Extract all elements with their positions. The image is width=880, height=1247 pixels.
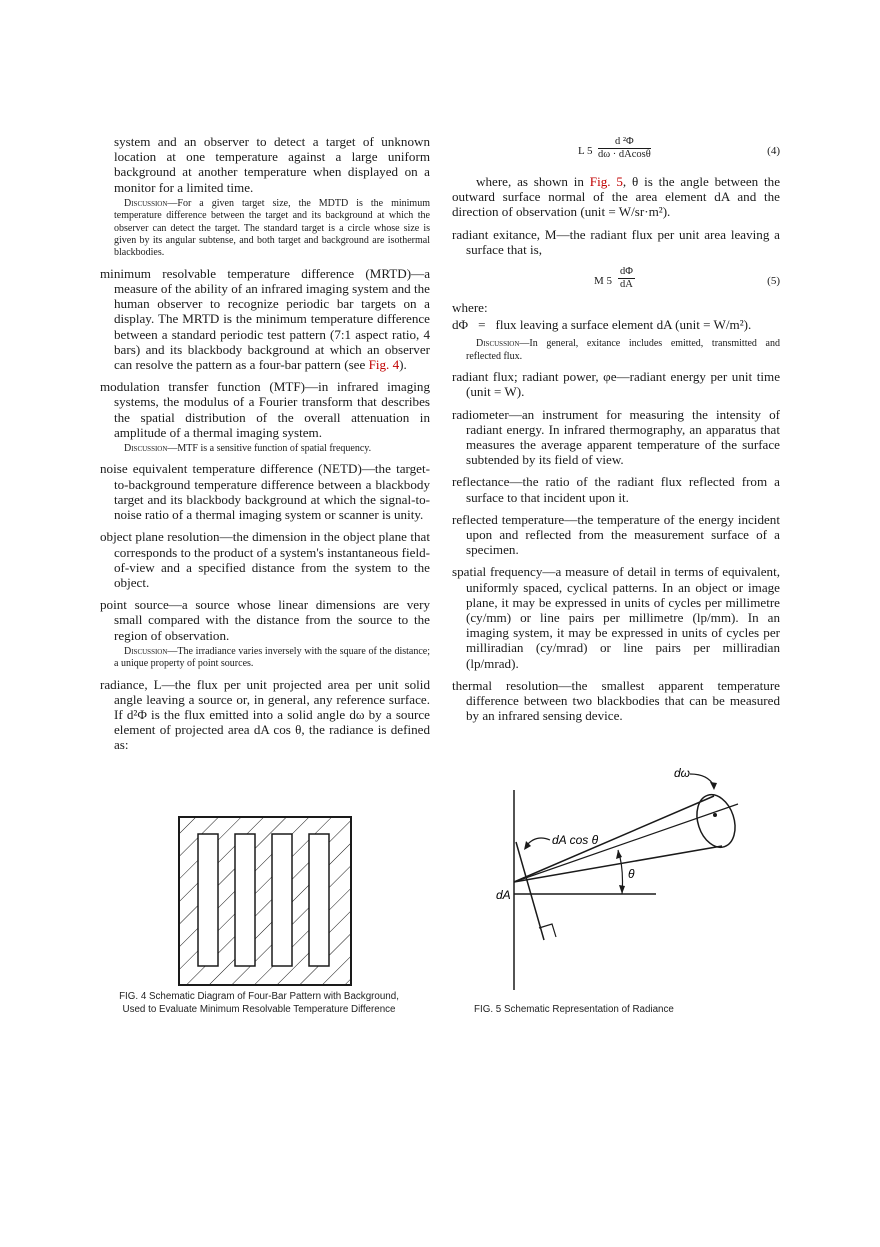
point-source-discussion: Discussion—The irradiance varies inversely with the square of the distance; a unique property of point sources. [114,645,430,670]
label-dacos-theta: dA cos θ [552,833,599,847]
where-row [452,317,780,332]
term-spatial-frequency: spatial frequency—a measure of detail in terms of equivalent, uniformly spaced, cyclical patterns. In an object or image plane, it may be expressed in units of cycles per millimetre (cy/mm) or line pairs per millimetre (lp/mm). In an imaging system, it may be expressed in units of cycles per milliradian (cy/mrad) or line pairs per milliradian (lp/mrad). [452,564,781,671]
equation-5-number: (5) [767,275,780,288]
term-object-plane-resolution: object plane resolution—the dimension in the object plane that corresponds to the product of a system's instantaneous field-of-view and a specified distance from the system to the object. [100,529,431,590]
equation-5 [452,264,780,298]
right-column [452,134,780,731]
left-column [100,134,430,760]
view-direction-line [514,804,738,882]
label-da: dA [496,888,511,902]
fig4-link[interactable]: Fig. 4 [368,357,400,373]
intro-continuation: system and an observer to detect a target of unknown location at one temperature against a large uniform background at another temperature when displayed on a monitor for a limited time. [114,134,430,195]
where-symbol: dΦ [452,317,469,333]
equation-4-fraction: $\frac{\text{d ²Φ}}{d\omega \cdot dAcos\theta}$ [598,136,651,160]
figure-4-four-bar-pattern [176,814,354,988]
bar-1 [198,834,218,966]
term-reflectance: reflectance—the ratio of the radiant flux reflected from a surface to that incident upon it. [452,474,780,505]
equation-4 [452,134,780,168]
theta-arrowhead-bottom [619,885,625,894]
bar-2 [235,834,255,966]
term-radiance: radiance, L—the flux per unit projected area per unit solid angle leaving a source or, in general, any reference surface. If d²Φ is the flux emitted into a solid angle dω by a source element of projected area dA cos θ, the radiance is defined as: [100,676,430,753]
figure-5-caption: FIG. 5 Schematic Representation of Radiance [474,1004,674,1015]
term-radiant-exitance: radiant exitance, M—the radiant flux per unit area leaving a surface that is, [452,226,780,257]
domega-arrowhead [710,782,717,790]
projected-area-line [516,842,544,940]
where-text: flux leaving a surface element dA (unit = W/m²). [495,317,752,333]
intro-discussion: Discussion—For a given target size, the MDTD is the minimum temperature difference between the target and its background at which the observer can detect the target. The standard target is a circle whose size is given by its angular subtense, and both target and background are isothermal blackbodies. [114,197,430,259]
term-radiant-flux: radiant flux; radiant power, φe—radiant energy per unit time (unit = W). [452,369,780,400]
equation-5-lhs: M 5 [594,275,613,288]
where-equals: = [478,317,486,333]
exitance-discussion: Discussion—In general, exitance includes emitted, transmitted and reflected flux. [466,338,780,362]
bar-3 [272,834,292,966]
where-label: where: [452,300,488,316]
bar-4 [309,834,329,966]
figure-5-radiance-diagram [486,760,756,995]
equation-4-lhs: L 5 [578,145,593,157]
equation-5-fraction: $\frac{d\Phi}{dA}$ [620,266,633,291]
fig5-link[interactable]: Fig. 5 [589,174,623,189]
term-radiometer: radiometer—an instrument for measuring the intensity of radiant energy. In infrared thermography, an apparatus that measures the average apparent temperature of the surface subtended by its field of view. [452,406,780,468]
cone-upper-line [514,796,714,882]
label-theta: θ [628,867,635,881]
label-domega: dω [674,766,691,780]
domega-pointer [690,774,714,786]
term-netd: noise equivalent temperature difference (NETD)—the target-to-background temperature difference between a blackbody target and its blackbody background at which the signal-to-noise ratio of a thermal imaging system or scanner is unity. [100,461,430,523]
figure-4-caption: FIG. 4 Schematic Diagram of Four-Bar Pattern with Background, Used to Evaluate Minimum Resolvable Temperature Difference [119,991,399,1015]
term-thermal-resolution: thermal resolution—the smallest apparent temperature difference between two blackbodies that can be measured by an infrared sensing device. [452,677,780,724]
term-mtf: modulation transfer function (MTF)—in infrared imaging systems, the modulus of a Fourier transform that describes the spatial distribution of the overall attenuation in amplitude of a thermal imaging system. [100,379,430,440]
term-point-source: point source—a source whose linear dimensions are very small compared with the distance from the source to the region of observation. [100,597,430,643]
mtf-discussion: Discussion—MTF is a sensitive function of spatial frequency. [124,443,372,455]
solid-angle-center-dot [713,813,717,817]
equation-4-where: where, as shown in Fig. 5, θ is the angle between the outward surface normal of the area element dA and the direction of observation (unit = W/sr·m²). [452,174,781,220]
term-reflected-temperature: reflected temperature—the temperature of the energy incident upon and reflected from the measurement surface of a specimen. [452,511,780,558]
term-mrtd: minimum resolvable temperature difference (MRTD)—a measure of the ability of an infrared imaging system and the human observer to recognize periodic bar targets on a display. The MRTD is the minimum temperature difference between a standard periodic test pattern (7:1 aspect ratio, 4 bars) and its blackbody background at which an observer can resolve the pattern as a four-bar pattern (see Fig. 4). [100,265,430,373]
solid-angle-ellipse [691,790,742,852]
equation-4-number: (4) [767,145,780,157]
